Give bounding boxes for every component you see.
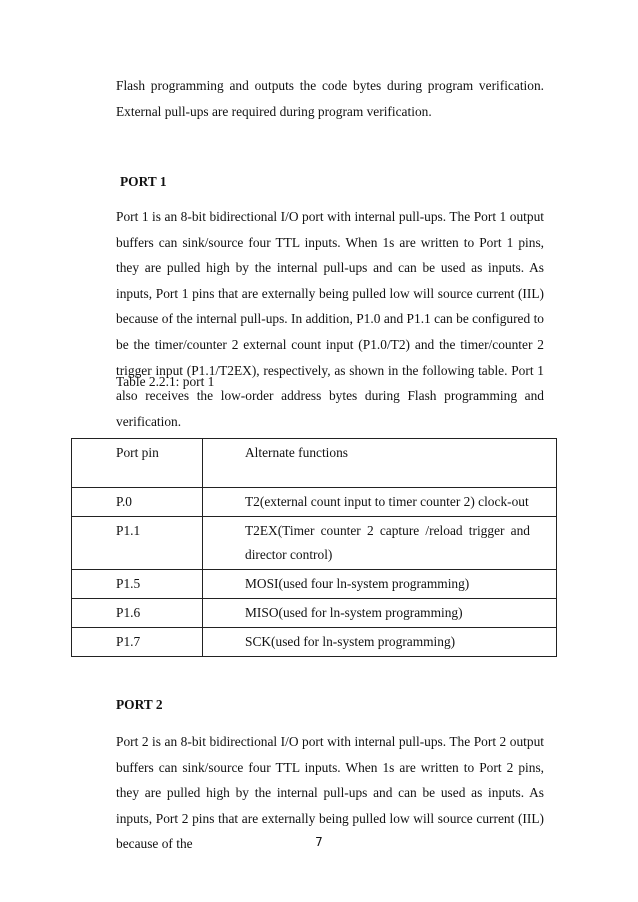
table-cell-pin: P1.5 [72,570,203,599]
table-cell-pin: P1.7 [72,628,203,657]
intro-paragraph: Flash programming and outputs the code bytes during program verification. External pull-ups are required during program verification. [116,78,544,119]
page-number: 7 [315,835,323,849]
table-cell-function: MOSI(used four ln-system programming) [203,570,557,599]
table-cell-function: T2EX(Timer counter 2 capture /reload trigger and director control) [203,517,557,570]
table-row [72,599,557,628]
header-alternate-functions: Alternate functions [203,439,557,488]
table-caption: Table 2.2.1: port 1 [116,374,215,389]
table-cell-function: T2(external count input to timer counter 2) clock-out [203,488,557,517]
port2-heading: PORT 2 [116,697,163,712]
port2-paragraph: Port 2 is an 8-bit bidirectional I/O port with internal pull-ups. The Port 2 output buffers can sink/source four TTL inputs. When 1s are written to Port 2 pins, they are pulled high by the internal pull-ups and can be used as inputs. As inputs, Port 2 pins that are externally being pulled low will source current (IIL) because of the [116,734,544,852]
table-row [72,517,557,570]
port1-heading: PORT 1 [120,174,167,189]
table-cell-pin: P1.6 [72,599,203,628]
table-row [72,570,557,599]
table-cell-pin: P.0 [72,488,203,517]
table-cell-pin: P1.1 [72,517,203,570]
port1-paragraph: Port 1 is an 8-bit bidirectional I/O port with internal pull-ups. The Port 1 output buffers can sink/source four TTL inputs. When 1s are written to Port 1 pins, they are pulled high by the internal pull-ups and can be used as inputs. As inputs, Port 1 pins that are externally being pulled low will source current (IIL) because of the internal pull-ups. In addition, P1.0 and P1.1 can be configured to be the timer/counter 2 external count input (P1.0/T2) and the timer/counter 2 trigger input (P1.1/T2EX), respectively, as shown in the following table. Port 1 also receives the low-order address bytes during Flash programming and verification. [116,209,544,429]
table-row [72,488,557,517]
port1-table [71,438,557,657]
table-header-row [72,439,557,488]
header-port-pin: Port pin [72,439,203,488]
table-row [72,628,557,657]
table-cell-function: MISO(used for ln-system programming) [203,599,557,628]
table-cell-function: SCK(used for ln-system programming) [203,628,557,657]
